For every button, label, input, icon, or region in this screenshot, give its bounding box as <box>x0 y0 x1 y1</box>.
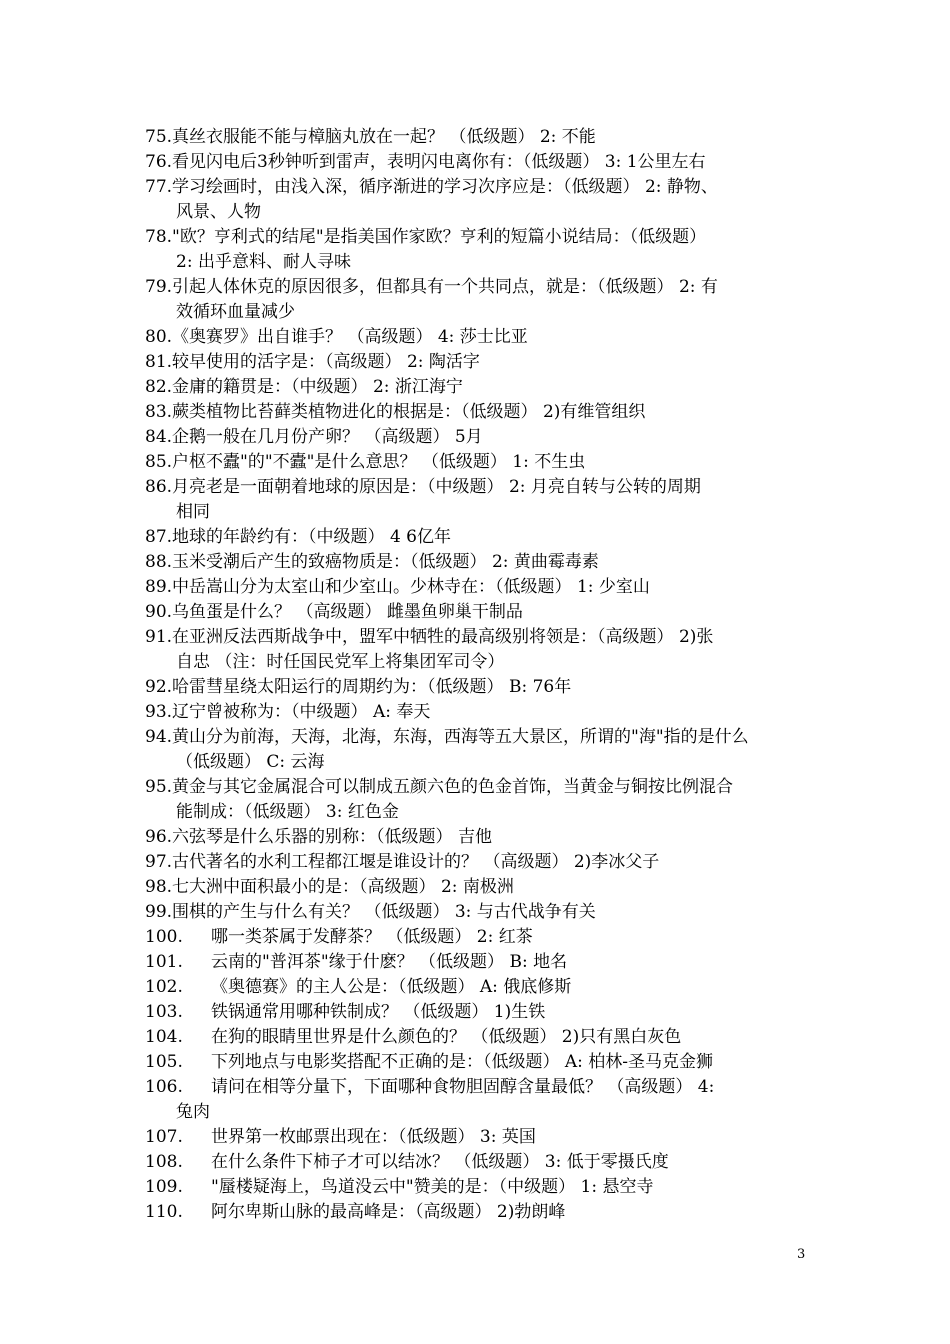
item-number: 94. <box>145 727 173 747</box>
item-text: 学习绘画时，由浅入深，循序渐进的学习次序应是：（低级题） 2: 静物、 <box>172 177 718 197</box>
item-number: 107. <box>145 1127 183 1147</box>
item-text: 户枢不蠹"的"不蠹"是什么意思？ （低级题） 1: 不生虫 <box>172 452 586 472</box>
item-number: 101. <box>145 952 183 972</box>
item-number: 92. <box>145 677 173 697</box>
item-number: 82. <box>145 377 173 397</box>
item-text: 七大洲中面积最小的是：（高级题） 2: 南极洲 <box>172 877 514 897</box>
item-text: "欧？亨利式的结尾"是指美国作家欧？亨利的短篇小说结局：（低级题） <box>172 227 707 247</box>
item-text: 真丝衣服能不能与樟脑丸放在一起？ （低级题） 2: 不能 <box>172 127 596 147</box>
item-number: 106. <box>145 1077 183 1097</box>
list-item <box>145 475 810 525</box>
item-text: 引起人体休克的原因很多，但都具有一个共同点，就是：（低级题） 2: 有 <box>172 277 718 297</box>
item-number: 110. <box>145 1202 183 1222</box>
item-number: 85. <box>145 452 173 472</box>
item-number: 108. <box>145 1152 183 1172</box>
item-number: 90. <box>145 602 173 622</box>
item-number: 80. <box>145 327 173 347</box>
list-item <box>145 1175 810 1200</box>
item-text: 蕨类植物比苔藓类植物进化的根据是：（低级题） 2)有维管组织 <box>172 402 646 422</box>
item-text: 哪一类茶属于发酵茶？ （低级题） 2: 红茶 <box>211 927 533 947</box>
item-text: 企鹅一般在几月份产卵？ （高级题） 5月 <box>172 427 483 447</box>
item-number: 96. <box>145 827 173 847</box>
list-item <box>145 875 810 900</box>
list-item <box>145 675 810 700</box>
item-text: 下列地点与电影奖搭配不正确的是：（低级题） A: 柏林-圣马克金狮 <box>211 1052 714 1072</box>
item-text: 黄山分为前海，天海，北海，东海，西海等五大景区，所谓的"海"指的是什么 <box>172 727 749 747</box>
item-text: 围棋的产生与什么有关？ （低级题） 3: 与古代战争有关 <box>172 902 596 922</box>
item-text: 世界第一枚邮票出现在：（低级题） 3: 英国 <box>211 1127 536 1147</box>
list-item <box>145 950 810 975</box>
list-item <box>145 1000 810 1025</box>
list-item <box>145 725 810 775</box>
item-text: 玉米受潮后产生的致癌物质是：（低级题） 2: 黄曲霉毒素 <box>172 552 599 572</box>
list-item <box>145 975 810 1000</box>
item-number: 105. <box>145 1052 183 1072</box>
list-item <box>145 225 810 275</box>
item-number: 97. <box>145 852 173 872</box>
item-number: 91. <box>145 627 173 647</box>
item-number: 84. <box>145 427 173 447</box>
item-text: 阿尔卑斯山脉的最高峰是：（高级题） 2)勃朗峰 <box>211 1202 566 1222</box>
item-number: 88. <box>145 552 173 572</box>
item-text: 请问在相等分量下，下面哪种食物胆固醇含量最低？ （高级题） 4: <box>211 1077 715 1097</box>
item-number: 86. <box>145 477 173 497</box>
page-number: 3 <box>797 1247 806 1262</box>
list-item <box>145 425 810 450</box>
item-text: 在狗的眼睛里世界是什么颜色的？ （低级题） 2)只有黑白灰色 <box>211 1027 682 1047</box>
list-item <box>145 1075 810 1125</box>
list-item <box>145 125 810 150</box>
list-item <box>145 1025 810 1050</box>
list-item <box>145 400 810 425</box>
item-text: "蜃楼疑海上，鸟道没云中"赞美的是：（中级题） 1: 悬空寺 <box>211 1177 654 1197</box>
list-item <box>145 775 810 825</box>
item-number: 79. <box>145 277 173 297</box>
item-text: 金庸的籍贯是：（中级题） 2: 浙江海宁 <box>172 377 463 397</box>
list-item <box>145 150 810 175</box>
item-text: 《奥赛罗》出自谁手？ （高级题） 4: 莎士比亚 <box>172 327 528 347</box>
item-text: 中岳嵩山分为太室山和少室山。少林寺在：（低级题） 1: 少室山 <box>172 577 650 597</box>
list-item <box>145 450 810 475</box>
item-number: 100. <box>145 927 183 947</box>
item-text: 古代著名的水利工程都江堰是谁设计的？ （高级题） 2)李冰父子 <box>172 852 660 872</box>
item-text: 看见闪电后3秒钟听到雷声，表明闪电离你有：（低级题） 3: 1公里左右 <box>172 152 706 172</box>
list-item <box>145 825 810 850</box>
item-text: 辽宁曾被称为：（中级题） A: 奉天 <box>172 702 431 722</box>
list-item <box>145 600 810 625</box>
item-text: 铁锅通常用哪种铁制成？ （低级题） 1)生铁 <box>211 1002 546 1022</box>
item-number: 103. <box>145 1002 183 1022</box>
list-item <box>145 575 810 600</box>
list-item <box>145 1150 810 1175</box>
item-number: 75. <box>145 127 173 147</box>
list-item <box>145 925 810 950</box>
list-item <box>145 175 810 225</box>
item-number: 93. <box>145 702 173 722</box>
item-text-continuation: 效循环血量减少 <box>176 302 295 322</box>
list-item <box>145 550 810 575</box>
item-number: 95. <box>145 777 173 797</box>
item-number: 81. <box>145 352 173 372</box>
item-number: 109. <box>145 1177 183 1197</box>
item-number: 83. <box>145 402 173 422</box>
list-item <box>145 900 810 925</box>
list-item <box>145 275 810 325</box>
list-item <box>145 1125 810 1150</box>
item-text-continuation: 能制成：（低级题） 3: 红色金 <box>176 802 399 822</box>
item-number: 98. <box>145 877 173 897</box>
item-text: 在亚洲反法西斯战争中，盟军中牺牲的最高级别将领是：（高级题） 2)张 <box>172 627 714 647</box>
item-text: 较早使用的活字是：（高级题） 2: 陶活字 <box>172 352 480 372</box>
item-text-continuation: （低级题） C: 云海 <box>176 752 325 772</box>
item-number: 89. <box>145 577 173 597</box>
list-item <box>145 1050 810 1075</box>
list-item <box>145 850 810 875</box>
item-text: 哈雷彗星绕太阳运行的周期约为：（低级题） B: 76年 <box>172 677 572 697</box>
question-list <box>145 125 810 1225</box>
item-text-continuation: 2: 出乎意料、耐人寻味 <box>176 252 351 272</box>
list-item <box>145 525 810 550</box>
item-number: 78. <box>145 227 173 247</box>
item-number: 99. <box>145 902 173 922</box>
item-text: 地球的年龄约有：（中级题） 4 6亿年 <box>172 527 451 547</box>
item-text: 云南的"普洱茶"缘于什麽？ （低级题） B: 地名 <box>211 952 568 972</box>
item-number: 104. <box>145 1027 183 1047</box>
item-number: 77. <box>145 177 173 197</box>
item-number: 102. <box>145 977 183 997</box>
list-item <box>145 325 810 350</box>
item-text-continuation: 相同 <box>176 502 210 522</box>
item-number: 76. <box>145 152 173 172</box>
item-text: 黄金与其它金属混合可以制成五颜六色的色金首饰，当黄金与铜按比例混合 <box>172 777 734 797</box>
item-text-continuation: 兔肉 <box>176 1102 210 1122</box>
list-item <box>145 625 810 675</box>
list-item <box>145 375 810 400</box>
item-text: 六弦琴是什么乐器的别称：（低级题） 吉他 <box>172 827 492 847</box>
list-item <box>145 700 810 725</box>
item-text-continuation: 自忠 （注：时任国民党军上将集团军司令） <box>176 652 505 672</box>
item-text-continuation: 风景、人物 <box>176 202 261 222</box>
list-item <box>145 1200 810 1225</box>
item-text: 在什么条件下柿子才可以结冰？ （低级题） 3: 低于零摄氏度 <box>211 1152 669 1172</box>
item-text: 乌鱼蛋是什么？ （高级题） 雌墨鱼卵巢干制品 <box>172 602 523 622</box>
item-text: 《奥德赛》的主人公是：（低级题） A: 俄底修斯 <box>211 977 572 997</box>
item-number: 87. <box>145 527 173 547</box>
item-text: 月亮老是一面朝着地球的原因是：（中级题） 2: 月亮自转与公转的周期 <box>172 477 701 497</box>
list-item <box>145 350 810 375</box>
